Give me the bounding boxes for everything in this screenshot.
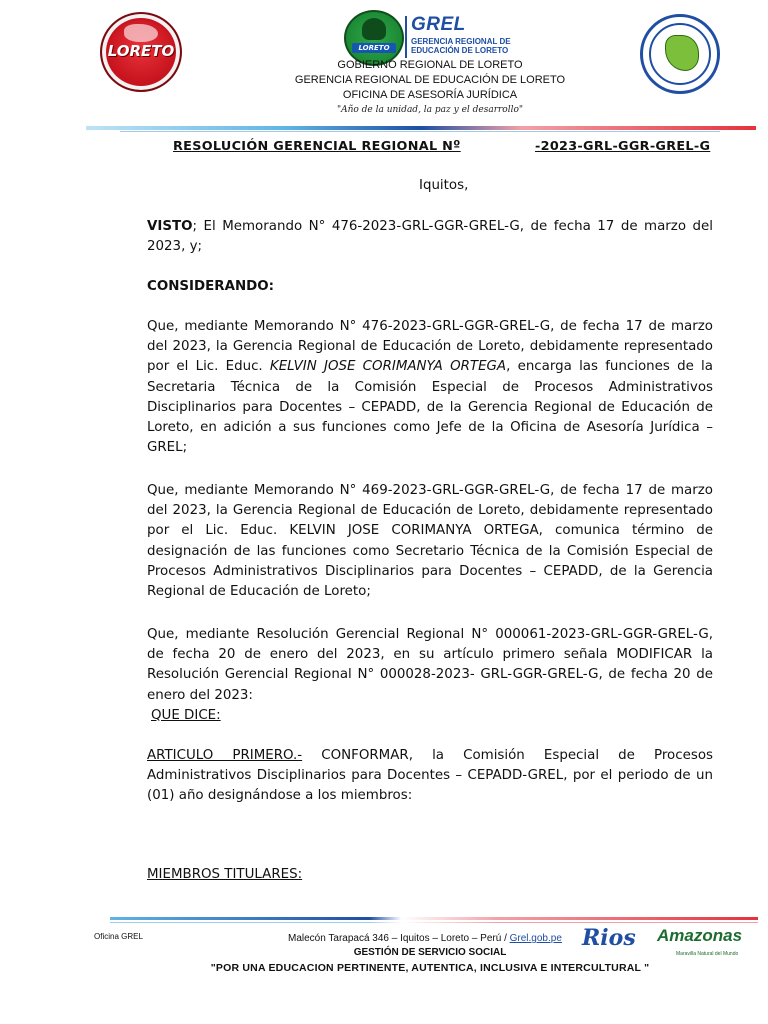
visto-text: ; El Memorando N° 476-2023-GRL-GGR-GREL-G, de fecha 17 de marzo del 2023, y; — [147, 219, 713, 255]
amazonas-logo-subtitle: Maravilla Natural del Mundo — [676, 951, 739, 957]
paragraph-memo-469-part-a: Que, mediante Memorando N° 469-2023-GRL-GGR-GREL-G, de fecha 17 de marzo del 2023, la Gerencia Regional de Educación de Loreto, debidamente representado por el Lic. Educ. — [147, 483, 713, 539]
paragraph-memo-469-name: KELVIN JOSE CORIMANYA ORTEGA — [289, 523, 539, 539]
footer-website-link[interactable]: Grel.gob.pe — [509, 933, 562, 944]
footer-service: GESTIÓN DE SERVICIO SOCIAL — [353, 947, 507, 958]
place-line: Iquitos, — [419, 178, 469, 193]
paragraph-memo-469-part-b: , comunica término de designación de las funciones como Secretario Técnica de la Comisión Especial de Procesos Administrativos Disciplinarios para Docentes – CEPADD, de la Gerencia Regional de Educación de Loreto; — [147, 523, 713, 600]
footer-address-text: Malecón Tarapacá 346 – Iquitos – Loreto – Perú / — [288, 933, 510, 944]
visto-paragraph — [147, 217, 713, 257]
loreto-map-shape — [124, 24, 158, 42]
footer-address — [288, 933, 562, 944]
grel-emblem-logo — [344, 10, 404, 66]
articulo-primero-bold: CONFORMAR — [321, 748, 409, 763]
visto-label: VISTO — [147, 219, 193, 234]
footer-office: Oficina GREL — [94, 932, 143, 941]
grel-subtitle-line-2: EDUCACIÓN DE LORETO — [411, 46, 509, 55]
grel-logo-subtitle — [411, 37, 511, 55]
articulo-primero-label: ARTICULO PRIMERO.- — [147, 748, 303, 763]
considerando-heading: CONSIDERANDO: — [147, 279, 275, 294]
header-divider — [86, 126, 756, 130]
paragraph-memo-469 — [147, 481, 713, 602]
paragraph-resolution-part-b: la Resolución Gerencial Regional N° 000028-2023- GRL-GGR-GREL-G, de fecha 20 de enero del 2023: — [147, 647, 713, 703]
loreto-logo-text: LORETO — [107, 42, 175, 60]
resolution-number: -2023-GRL-GGR-GREL-G — [535, 139, 711, 154]
paragraph-memo-476-part-b: , encarga las funciones de la Secretaria Técnica de la Comisión Especial de Procesos Administrativos Disciplinarios para Docentes – CEPADD, de la Gerencia Regional de Educación de Loreto, en adición a sus funciones como Jefe de la Oficina de Asesoría Jurídica – GREL; — [147, 359, 713, 456]
paragraph-memo-476-name: KELVIN JOSE CORIMANYA ORTEGA — [269, 359, 507, 375]
footer-divider-thin — [110, 922, 758, 923]
grel-emblem-text: LORETO — [352, 43, 396, 53]
rios-logo-text: Rios — [582, 925, 636, 951]
header-divider-thin — [120, 131, 720, 132]
education-seal-logo — [640, 14, 720, 94]
grel-logo-divider — [405, 16, 407, 58]
que-dice-heading: QUE DICE: — [151, 708, 221, 723]
articulo-primero-paragraph — [147, 746, 713, 807]
paragraph-memo-476 — [147, 317, 713, 458]
grel-subtitle-line-1: GERENCIA REGIONAL DE — [411, 37, 511, 46]
resolution-title: RESOLUCIÓN GERENCIAL REGIONAL Nº — [173, 139, 461, 154]
paragraph-resolution-bold: MODIFICAR — [616, 647, 693, 663]
header-line-office: OFICINA DE ASESORÍA JURÍDICA — [342, 89, 518, 101]
header-motto: "Año de la unidad, la paz y el desarrollo" — [336, 105, 524, 115]
articulo-primero-text: , la Comisión Especial de Procesos Administrativos Disciplinarios para Docentes – CEPADD-GREL, por el periodo de un (01) año designándose a los miembros: — [147, 748, 713, 804]
header-line-gerencia: GERENCIA REGIONAL DE EDUCACIÓN DE LORETO — [294, 74, 566, 86]
paragraph-resolution-part-a: Que, mediante Resolución Gerencial Regional N° 000061-2023-GRL-GGR-GREL-G, de fecha 20 de enero del 2023, en su artículo primero señala — [147, 627, 713, 663]
footer-motto: "POR UNA EDUCACION PERTINENTE, AUTENTICA, INCLUSIVA E INTERCULTURAL " — [210, 962, 650, 974]
amazonas-logo-text: Amazonas — [657, 926, 743, 945]
grel-logo-title: GREL — [411, 14, 466, 35]
paragraph-memo-476-part-a: Que, mediante Memorando N° 476-2023-GRL-GGR-GREL-G, de fecha 17 de marzo del 2023, la Gerencia Regional de Educación de Loreto, debidamente representado por el Lic. Educ. — [147, 319, 713, 375]
tree-icon — [362, 18, 386, 40]
miembros-titulares-heading: MIEMBROS TITULARES: — [147, 867, 303, 882]
footer-divider — [110, 917, 758, 920]
header-line-government: GOBIERNO REGIONAL DE LORETO — [337, 59, 523, 71]
paragraph-resolution-000061 — [147, 625, 713, 706]
